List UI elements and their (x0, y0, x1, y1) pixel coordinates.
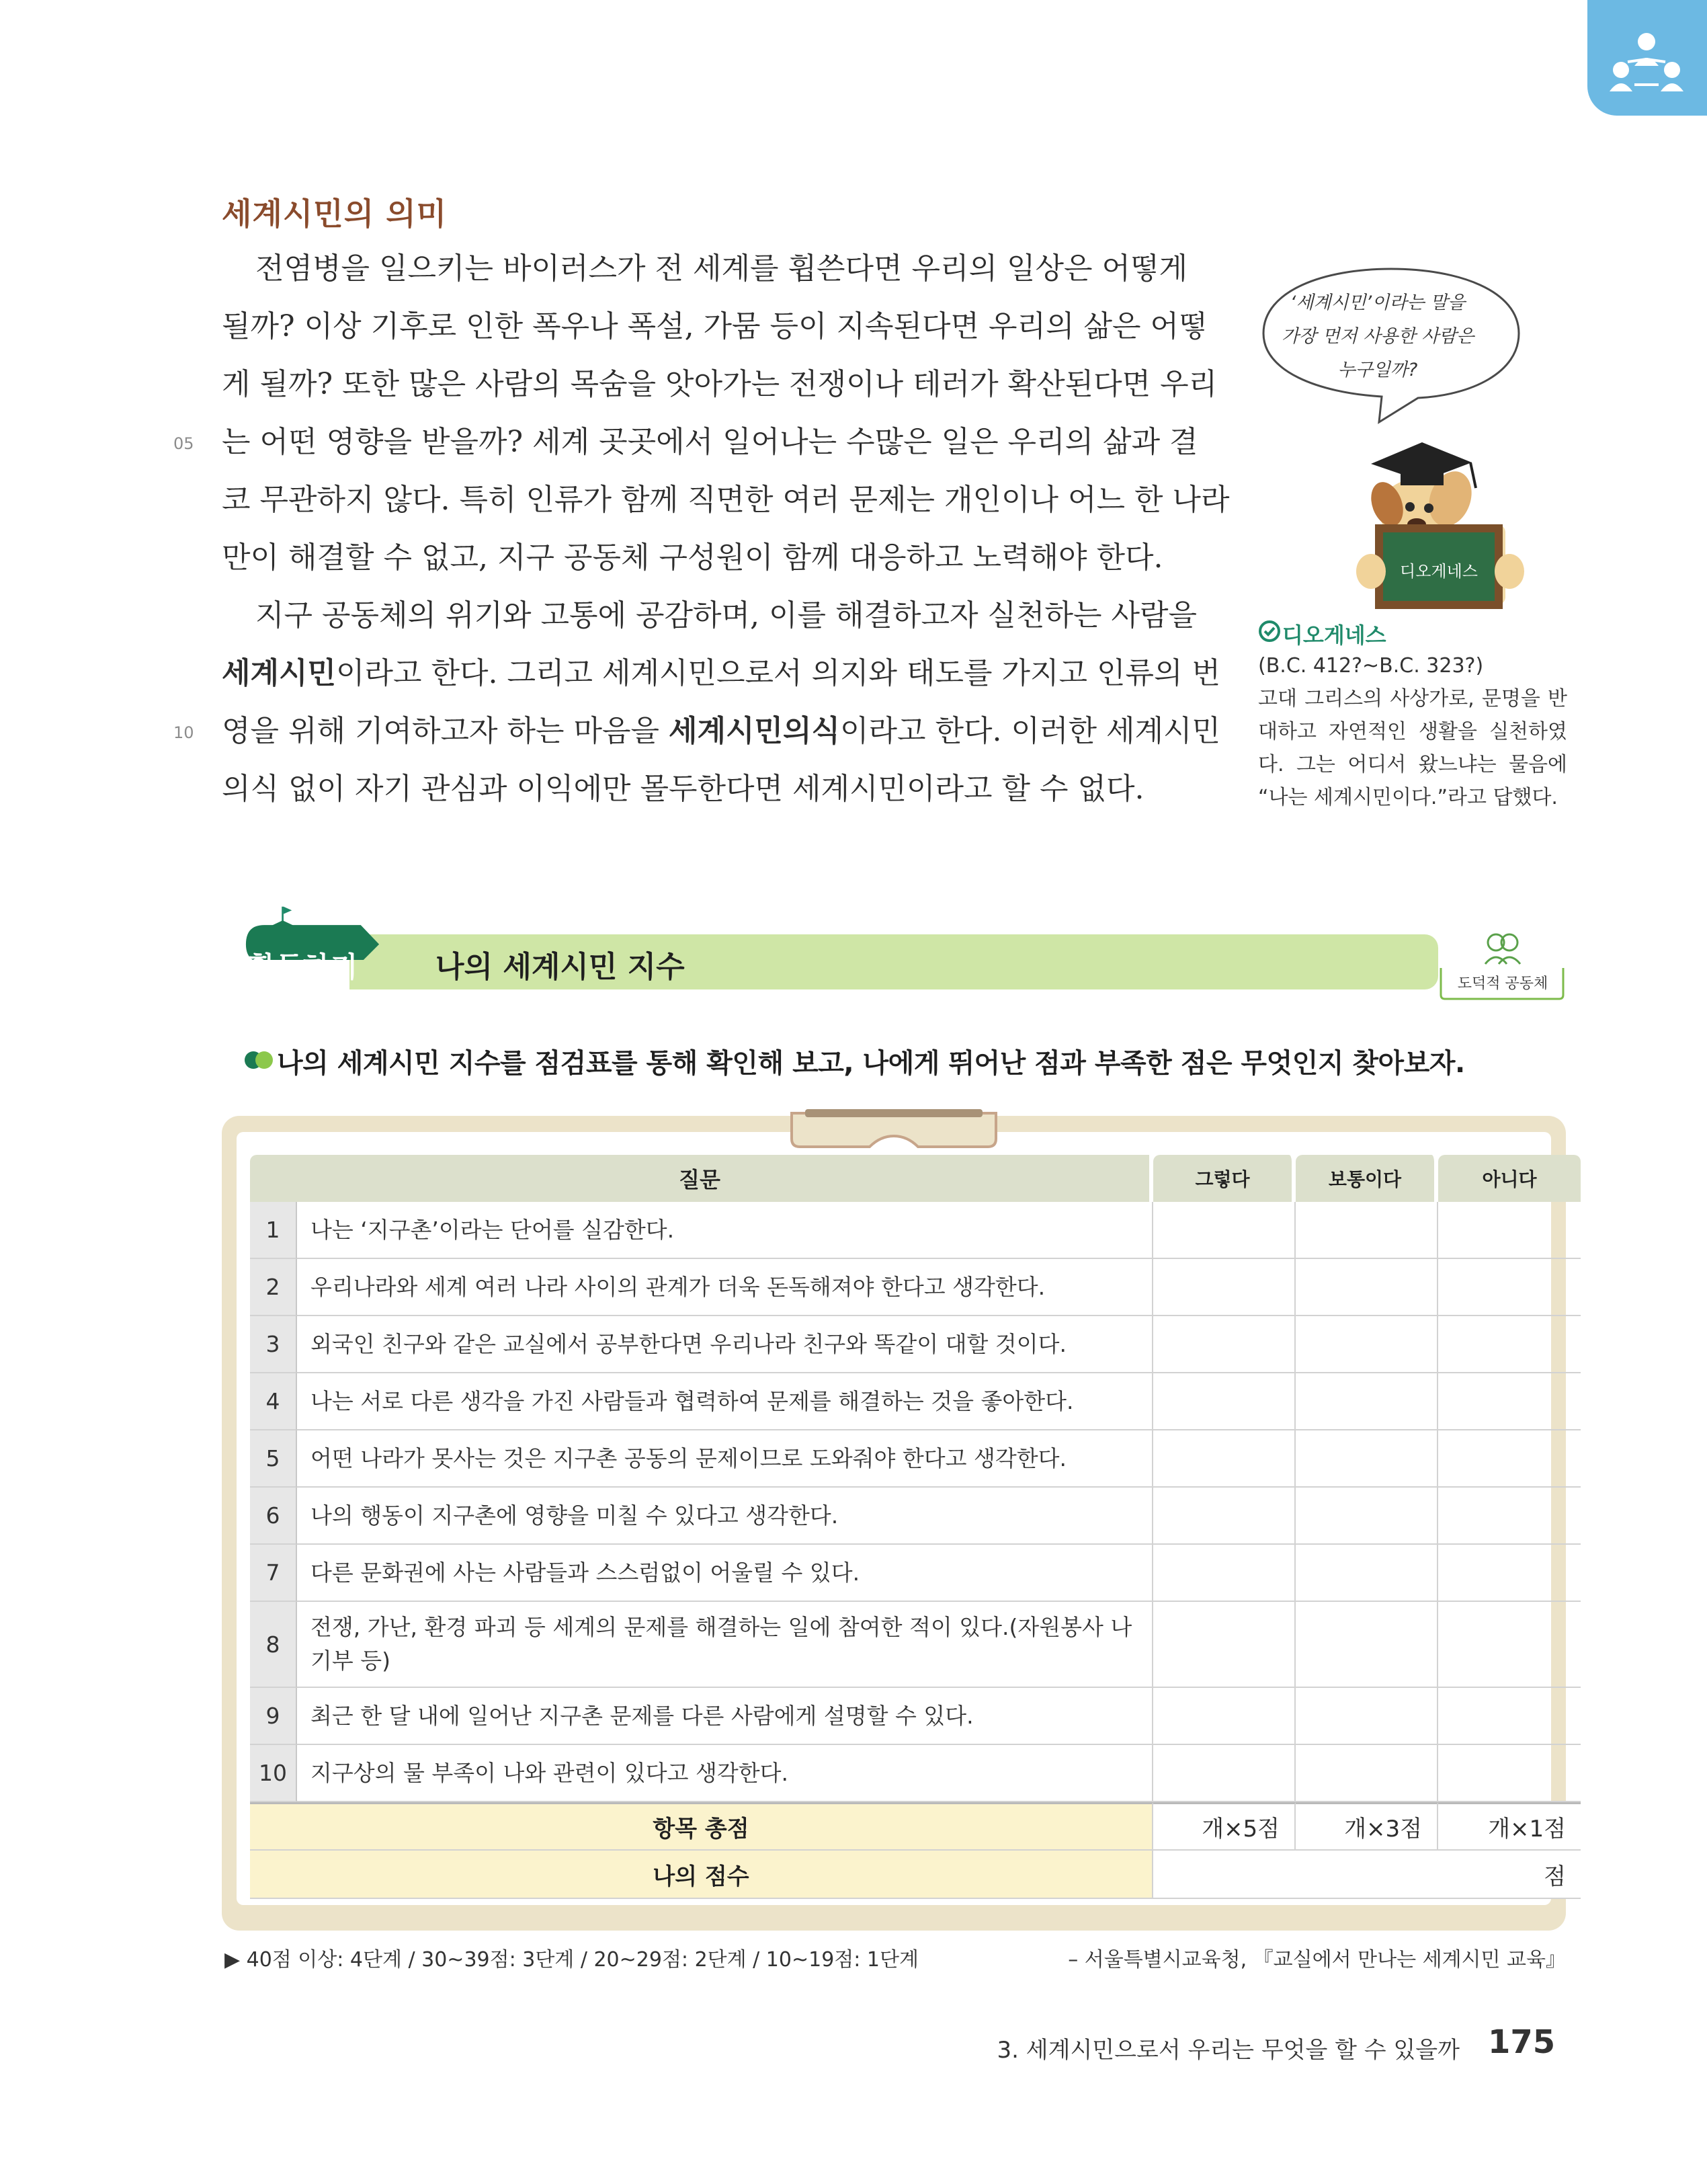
table-header-row (250, 1155, 1581, 1202)
paragraph-line: 될까? 이상 기후로 인한 폭우나 폭설, 가뭄 등이 지속된다면 우리의 삶은 어떻 (222, 309, 1208, 343)
answer-cell-no[interactable] (1438, 1688, 1581, 1745)
clip-icon (786, 1106, 1001, 1154)
board-label: 디오게네스 (1400, 562, 1478, 581)
total-cell-yes[interactable]: 개×5점 (1153, 1802, 1296, 1851)
answer-cell-yes[interactable] (1153, 1202, 1296, 1259)
paragraph-line: 게 될까? 또한 많은 사람의 목숨을 앗아가는 전쟁이나 테러가 확산된다면 우리 (222, 367, 1218, 401)
answer-cell-neutral[interactable] (1296, 1488, 1438, 1545)
answer-cell-yes[interactable] (1153, 1745, 1296, 1802)
row-number: 6 (250, 1488, 297, 1545)
table-row (250, 1316, 1581, 1373)
row-number: 10 (250, 1745, 297, 1802)
answer-cell-no[interactable] (1438, 1259, 1581, 1316)
answer-cell-neutral[interactable] (1296, 1202, 1438, 1259)
total-label: 항목 총점 (250, 1802, 1153, 1851)
row-question: 우리나라와 세계 여러 나라 사이의 관계가 더욱 돈독해져야 한다고 생각한다. (297, 1259, 1153, 1316)
table-row (250, 1488, 1581, 1545)
activity-title: 나의 세계시민 지수 (435, 950, 685, 984)
header-option-neutral: 보통이다 (1296, 1155, 1438, 1202)
answer-cell-yes[interactable] (1153, 1488, 1296, 1545)
check-circle-icon (1258, 620, 1281, 643)
table-row (250, 1745, 1581, 1802)
paragraph-line: 전염병을 일으키는 바이러스가 전 세계를 휩쓴다면 우리의 일상은 어떻게 (255, 251, 1188, 286)
total-cell-no[interactable]: 개×1점 (1438, 1802, 1581, 1851)
sidebar-text: 고대 그리스의 사상가로, 문명을 반 (1258, 687, 1567, 711)
answer-cell-neutral[interactable] (1296, 1745, 1438, 1802)
answer-cell-yes[interactable] (1153, 1545, 1296, 1602)
table-row (250, 1373, 1581, 1430)
paragraph-line: 지구 공동체의 위기와 고통에 공감하며, 이를 해결하고자 실천하는 사람을 (255, 598, 1197, 633)
section-title: 세계시민의 의미 (222, 196, 448, 232)
row-question: 지구상의 물 부족이 나와 관련이 있다고 생각한다. (297, 1745, 1153, 1802)
row-number: 7 (250, 1545, 297, 1602)
page-number: 175 (1488, 2023, 1556, 2061)
paragraph-line: 코 무관하지 않다. 특히 인류가 함께 직면한 여러 문제는 개인이나 어느 한 나라 (222, 483, 1230, 517)
header-option-no: 아니다 (1438, 1155, 1581, 1202)
sidebar-text: 다. 그는 어디서 왔느냐는 물음에 (1258, 753, 1567, 776)
answer-cell-neutral[interactable] (1296, 1259, 1438, 1316)
answer-cell-no[interactable] (1438, 1202, 1581, 1259)
row-number: 4 (250, 1373, 297, 1430)
row-number: 8 (250, 1602, 297, 1688)
row-number: 1 (250, 1202, 297, 1259)
row-question: 나는 ‘지구촌’이라는 단어를 실감한다. (297, 1202, 1153, 1259)
line-number: 10 (173, 723, 194, 742)
chapter-corner-tab (1587, 0, 1707, 116)
answer-cell-no[interactable] (1438, 1745, 1581, 1802)
bubble-text: 누구일까? (1337, 360, 1418, 380)
answer-cell-yes[interactable] (1153, 1688, 1296, 1745)
header-question: 질문 (250, 1155, 1153, 1202)
answer-cell-neutral[interactable] (1296, 1430, 1438, 1488)
answer-cell-neutral[interactable] (1296, 1373, 1438, 1430)
paragraph-line: 세계시민이라고 한다. 그리고 세계시민으로서 의지와 태도를 가지고 인류의 번 (222, 656, 1221, 690)
answer-cell-yes[interactable] (1153, 1373, 1296, 1430)
score-levels-note: ▶ 40점 이상: 4단계 / 30~39점: 3단계 / 20~29점: 2단계 / 10~19점: 1단계 (224, 1948, 919, 1972)
score-cell[interactable]: 점 (1153, 1851, 1581, 1899)
row-number: 3 (250, 1316, 297, 1373)
answer-cell-yes[interactable] (1153, 1602, 1296, 1688)
paragraph-line: 영을 위해 기여하고자 하는 마음을 세계시민의식이라고 한다. 이러한 세계시민 (222, 714, 1221, 748)
row-number: 2 (250, 1259, 297, 1316)
answer-cell-yes[interactable] (1153, 1430, 1296, 1488)
paragraph-line: 만이 해결할 수 없고, 지구 공동체 구성원이 함께 대응하고 노력해야 한다. (222, 540, 1163, 575)
sidebar-text: “나는 세계시민이다.”라고 답했다. (1258, 786, 1558, 809)
row-question: 나는 서로 다른 생각을 가진 사람들과 협력하여 문제를 해결하는 것을 좋아한다. (297, 1373, 1153, 1430)
row-question: 다른 문화권에 사는 사람들과 스스럼없이 어울릴 수 있다. (297, 1545, 1153, 1602)
answer-cell-neutral[interactable] (1296, 1545, 1438, 1602)
row-number: 5 (250, 1430, 297, 1488)
paragraph-line: 의식 없이 자기 관심과 이익에만 몰두한다면 세계시민이라고 할 수 없다. (222, 772, 1144, 806)
checklist-table (250, 1155, 1581, 1899)
activity-label: 활동하기 (249, 951, 358, 983)
character-illustration (1344, 423, 1532, 614)
table-row (250, 1602, 1581, 1688)
score-row (250, 1851, 1581, 1899)
table-row (250, 1202, 1581, 1259)
sidebar-text: (B.C. 412?~B.C. 323?) (1258, 654, 1484, 678)
answer-cell-neutral[interactable] (1296, 1602, 1438, 1688)
answer-cell-neutral[interactable] (1296, 1688, 1438, 1745)
answer-cell-no[interactable] (1438, 1602, 1581, 1688)
keyword-world-citizen: 세계시민 (222, 656, 337, 690)
answer-cell-no[interactable] (1438, 1488, 1581, 1545)
sidebar-name: 디오게네스 (1282, 622, 1386, 648)
dog-graduate-icon (1344, 423, 1532, 612)
answer-cell-no[interactable] (1438, 1430, 1581, 1488)
table-row (250, 1259, 1581, 1316)
answer-cell-no[interactable] (1438, 1373, 1581, 1430)
keyword-world-citizenship: 세계시민의식 (669, 714, 841, 748)
row-question: 전쟁, 가난, 환경 파괴 등 세계의 문제를 해결하는 일에 참여한 적이 있다.(자원봉사 나 기부 등) (297, 1602, 1153, 1688)
paragraph-line: 는 어떤 영향을 받을까? 세계 곳곳에서 일어나는 수많은 일은 우리의 삶과 결 (222, 425, 1198, 459)
score-label: 나의 점수 (250, 1851, 1153, 1899)
answer-cell-yes[interactable] (1153, 1316, 1296, 1373)
chapter-title: 3. 세계시민으로서 우리는 무엇을 할 수 있을까 (997, 2037, 1460, 2064)
total-cell-neutral[interactable]: 개×3점 (1296, 1802, 1438, 1851)
row-number: 9 (250, 1688, 297, 1745)
bubble-text: ‘세계시민’이라는 말을 (1290, 292, 1466, 313)
row-question: 외국인 친구와 같은 교실에서 공부한다면 우리나라 친구와 똑같이 대할 것이다. (297, 1316, 1153, 1373)
line-number: 05 (173, 434, 194, 453)
answer-cell-no[interactable] (1438, 1545, 1581, 1602)
answer-cell-neutral[interactable] (1296, 1316, 1438, 1373)
header-option-yes: 그렇다 (1153, 1155, 1296, 1202)
people-network-icon (1587, 0, 1707, 116)
answer-cell-yes[interactable] (1153, 1259, 1296, 1316)
sidebar-text: 대하고 자연적인 생활을 실천하였 (1258, 720, 1567, 743)
table-row (250, 1688, 1581, 1745)
source-citation: – 서울특별시교육청, 『교실에서 만나는 세계시민 교육』 (1068, 1948, 1566, 1972)
row-question: 나의 행동이 지구촌에 영향을 미칠 수 있다고 생각한다. (297, 1488, 1153, 1545)
total-row (250, 1802, 1581, 1851)
tag-label: 도덕적 공동체 (1457, 975, 1548, 992)
answer-cell-no[interactable] (1438, 1316, 1581, 1373)
row-question: 어떤 나라가 못사는 것은 지구촌 공동의 문제이므로 도와줘야 한다고 생각한다. (297, 1430, 1153, 1488)
table-row (250, 1430, 1581, 1488)
activity-instruction: 나의 세계시민 지수를 점검표를 통해 확인해 보고, 나에게 뛰어난 점과 부족한 점은 무엇인지 찾아보자. (277, 1048, 1465, 1079)
bullet-dots-icon (243, 1050, 274, 1070)
row-question: 최근 한 달 내에 일어난 지구촌 문제를 다른 사람에게 설명할 수 있다. (297, 1688, 1153, 1745)
table-row (250, 1545, 1581, 1602)
bubble-text: 가장 먼저 사용한 사람은 (1281, 326, 1474, 347)
